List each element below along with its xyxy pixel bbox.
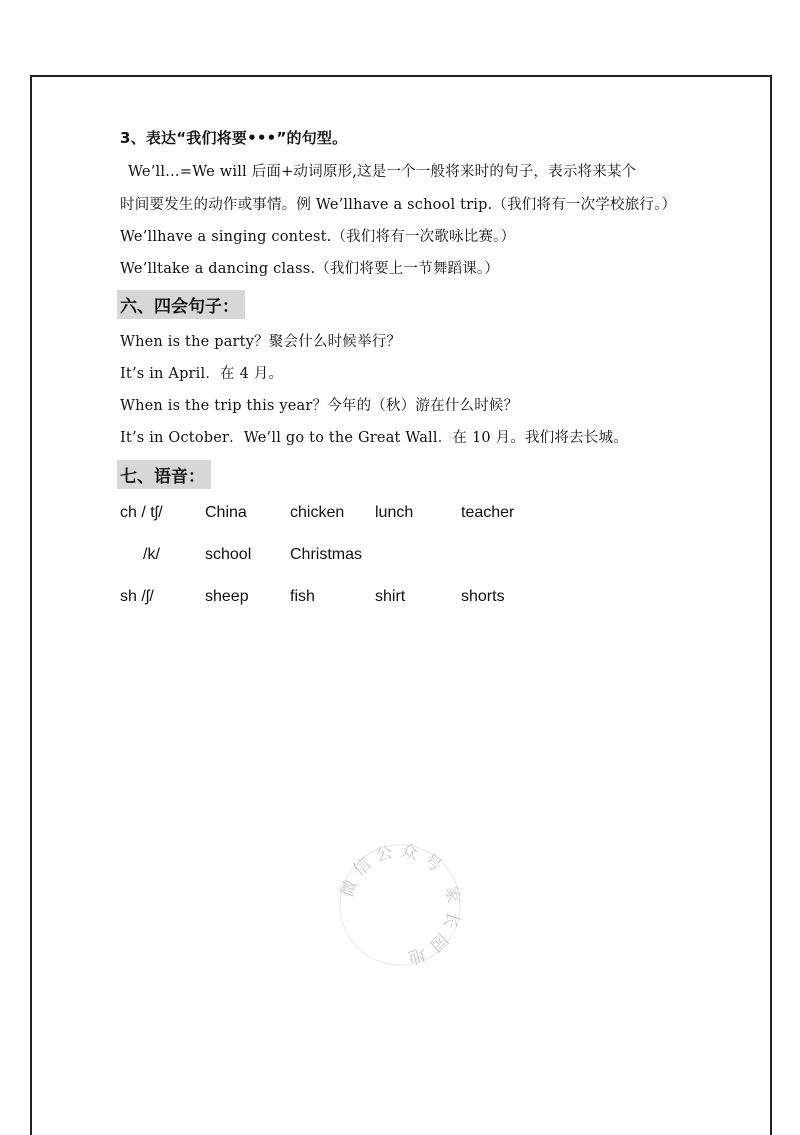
phonics-word: fish [290,588,315,605]
svg-text:微信公众号 家长园地: 微信公众号 家长园地 [337,841,464,969]
phonics-sound: /k/ [143,546,160,563]
phonics-row-k [0,546,800,570]
phonics-word: China [205,504,247,521]
section3-title: 3、表达“我们将要•••”的句型。 [120,129,348,147]
phonics-word: shirt [375,588,406,605]
section3-line2: 时间要发生的动作或事情。例 We’llhave a school trip.（我们将有一次学校旅行。） [120,197,677,213]
phonics-sound: ch / tʃ/ [120,504,163,521]
phonics-word: Christmas [290,546,363,563]
phonics-word: lunch [375,504,414,521]
phonics-word: shorts [461,588,505,605]
phonics-word: school [205,546,252,563]
sentence-2: It’s in April．在 4 月。 [120,366,284,382]
phonics-word: sheep [205,588,249,605]
phonics-word: teacher [461,504,515,521]
section3-line3: We’llhave a singing contest.（我们将有一次歌咏比赛。） [120,229,516,245]
sentence-4: It’s in October．We’ll go to the Great Wall．在 10 月。我们将去长城。 [120,430,628,446]
phonics-sound: sh /ʃ/ [120,588,154,605]
section6-heading: 六、四会句子： [117,290,245,319]
watermark-stamp [335,840,465,970]
section3-line1: We’ll…=We will 后面+动词原形,这是一个一般将来时的句子，表示将来某个 [128,164,637,180]
sentence-3: When is the trip this year？今年的（秋）游在什么时候？ [120,398,519,414]
section7-heading: 七、语音： [117,460,211,489]
phonics-row-ch [0,504,800,528]
phonics-row-sh [0,588,800,612]
sentence-1: When is the party？聚会什么时候举行？ [120,334,402,350]
phonics-word: chicken [290,504,345,521]
section3-line4: We’lltake a dancing class.（我们将要上一节舞蹈课。） [120,261,500,277]
